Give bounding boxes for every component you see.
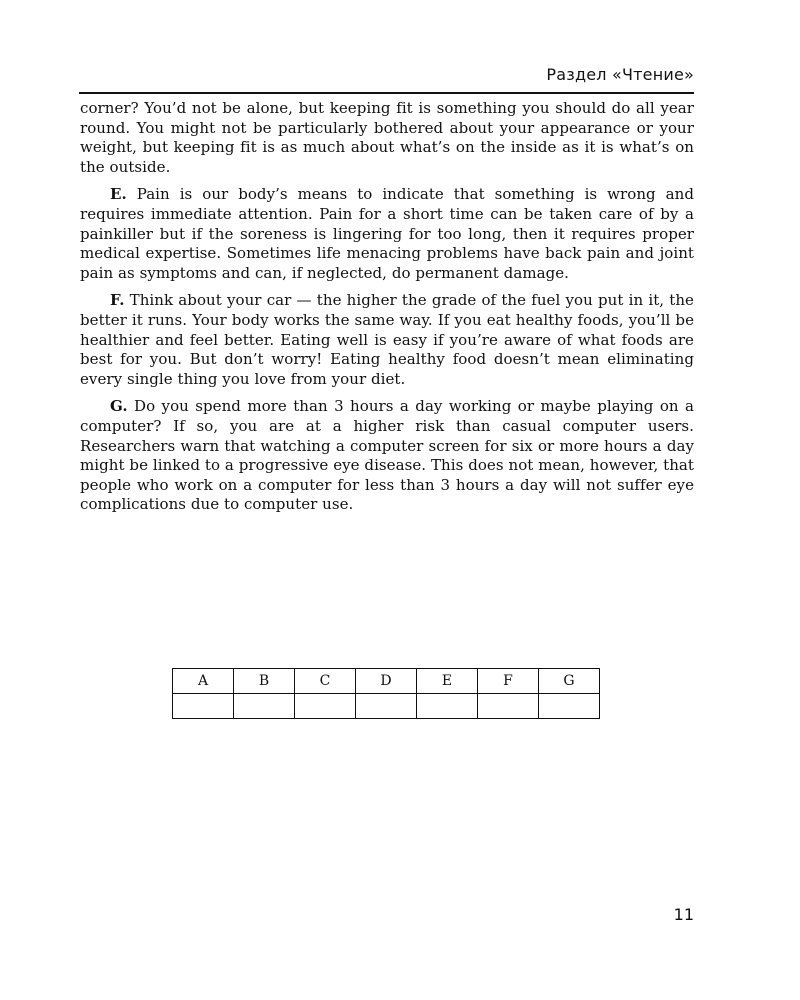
answer-cell-a[interactable]: [173, 694, 234, 719]
paragraph-f: [80, 291, 694, 389]
answer-cell-b[interactable]: [234, 694, 295, 719]
answer-header-a: A: [173, 669, 234, 694]
paragraph-g: [80, 397, 694, 515]
answer-cell-f[interactable]: [478, 694, 539, 719]
answer-header-c: C: [295, 669, 356, 694]
paragraph-text: Do you spend more than 3 hours a day working or maybe playing on a computer? If so, you are at a higher risk than casual computer users. Researchers warn that watching a computer screen for six or more hours a day might be linked to a progressive eye disease. This does not mean, however, that people who work on a computer for less than 3 hours a day will not suffer eye complications due to computer use.: [80, 397, 694, 514]
answer-cell-e[interactable]: [417, 694, 478, 719]
reading-text: [80, 99, 694, 523]
answer-header-d: D: [356, 669, 417, 694]
answer-cell-d[interactable]: [356, 694, 417, 719]
section-title: Раздел «Чтение»: [546, 65, 694, 84]
paragraph-label: F.: [110, 291, 125, 310]
answer-header-f: F: [478, 669, 539, 694]
paragraph-text: Think about your car — the higher the grade of the fuel you put in it, the better it runs. Your body works the same way. If you eat healthy foods, you’ll be healthier and feel better. Eating well is easy if you’re aware of what foods are best for you. But don’t worry! Eating healthy food doesn’t mean eliminating every single thing you love from your diet.: [80, 291, 694, 388]
paragraph-text: Pain is our body’s means to indicate that something is wrong and requires immediate attention. Pain for a short time can be taken care of by a painkiller but if the soreness is lingering for too long, then it requires proper medical expertise. Sometimes life menacing problems have back pain and joint pain as symptoms and can, if neglected, do permanent damage.: [80, 185, 694, 282]
page-number: 11: [673, 905, 694, 924]
answer-table: [172, 668, 600, 719]
paragraph-label: E.: [110, 185, 127, 204]
answer-cell-c[interactable]: [295, 694, 356, 719]
paragraph-label: G.: [110, 397, 128, 416]
paragraph-continuation: [80, 99, 694, 177]
answer-table-answer-row: [173, 694, 600, 719]
answer-header-b: B: [234, 669, 295, 694]
header-divider: [79, 92, 694, 94]
answer-table-header-row: [173, 669, 600, 694]
answer-cell-g[interactable]: [539, 694, 600, 719]
answer-header-e: E: [417, 669, 478, 694]
answer-header-g: G: [539, 669, 600, 694]
paragraph-e: [80, 185, 694, 283]
paragraph-text: corner? You’d not be alone, but keeping fit is something you should do all year round. You might not be particularly bothered about your appearance or your weight, but keeping fit is as much about what’s on the inside as it is what’s on the outside.: [80, 99, 694, 176]
